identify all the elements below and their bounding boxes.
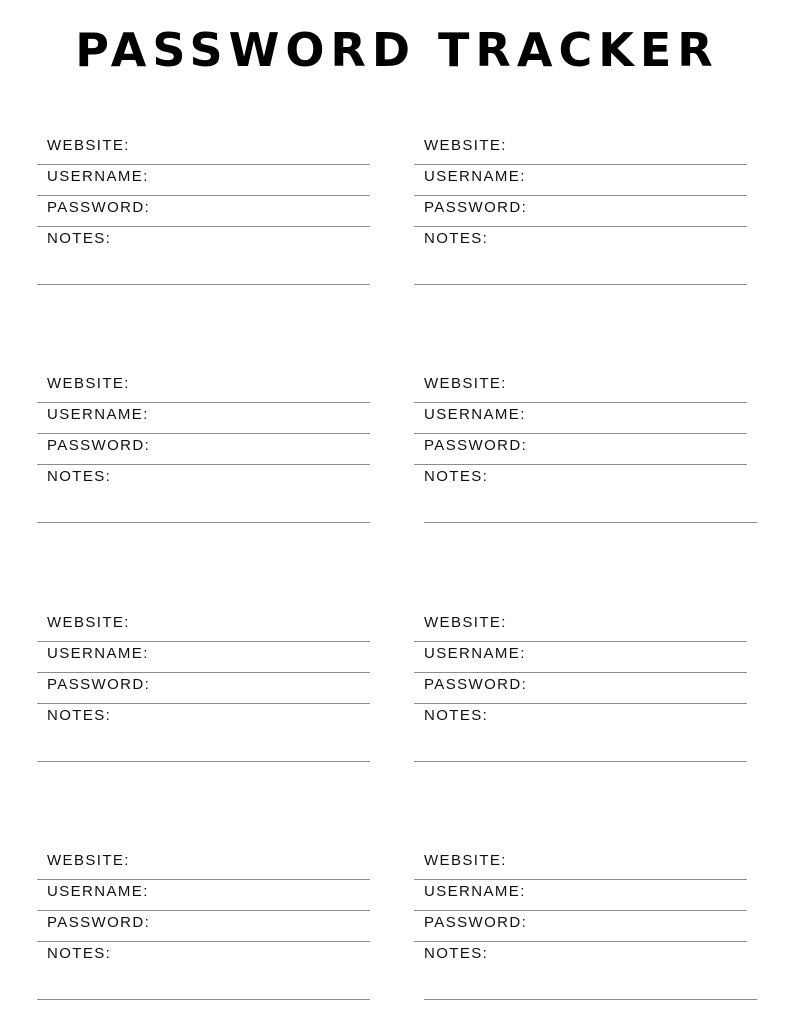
notes-underline [37, 284, 370, 285]
password-field[interactable] [37, 911, 370, 942]
notes-underline [424, 522, 757, 523]
username-field[interactable] [37, 642, 370, 673]
password-label: PASSWORD: [47, 437, 151, 454]
website-field[interactable] [37, 372, 370, 403]
notes-field[interactable] [37, 465, 370, 496]
password-label: PASSWORD: [47, 199, 151, 216]
username-field[interactable] [37, 403, 370, 434]
notes-label: NOTES: [424, 230, 489, 247]
notes-underline [37, 761, 370, 762]
website-label: WEBSITE: [47, 614, 130, 631]
password-label: PASSWORD: [424, 437, 528, 454]
password-field[interactable] [37, 434, 370, 465]
username-label: USERNAME: [424, 645, 526, 662]
username-field[interactable] [414, 403, 747, 434]
website-label: WEBSITE: [424, 852, 507, 869]
username-field[interactable] [414, 880, 747, 911]
notes-label: NOTES: [47, 707, 112, 724]
username-label: USERNAME: [424, 883, 526, 900]
notes-label: NOTES: [424, 468, 489, 485]
notes-underline [414, 284, 747, 285]
password-entry-card [414, 134, 747, 294]
website-label: WEBSITE: [424, 614, 507, 631]
website-label: WEBSITE: [47, 137, 130, 154]
page-title: PASSWORD TRACKER [75, 23, 719, 77]
password-entry-card [37, 849, 370, 1009]
notes-label: NOTES: [424, 707, 489, 724]
website-label: WEBSITE: [47, 375, 130, 392]
password-entry-card [414, 849, 747, 1009]
notes-field[interactable] [37, 942, 370, 973]
notes-underline [414, 761, 747, 762]
notes-field[interactable] [37, 704, 370, 735]
password-label: PASSWORD: [424, 914, 528, 931]
username-label: USERNAME: [47, 406, 149, 423]
password-label: PASSWORD: [47, 914, 151, 931]
password-entry-card [414, 611, 747, 771]
password-label: PASSWORD: [47, 676, 151, 693]
username-label: USERNAME: [424, 406, 526, 423]
password-label: PASSWORD: [424, 676, 528, 693]
website-label: WEBSITE: [47, 852, 130, 869]
password-field[interactable] [414, 196, 747, 227]
password-field[interactable] [414, 911, 747, 942]
password-field[interactable] [37, 673, 370, 704]
notes-field[interactable] [414, 942, 747, 973]
password-field[interactable] [414, 673, 747, 704]
username-label: USERNAME: [424, 168, 526, 185]
website-field[interactable] [37, 849, 370, 880]
notes-field[interactable] [414, 465, 747, 496]
password-entry-card [37, 134, 370, 294]
password-entry-card [414, 372, 747, 532]
website-field[interactable] [37, 611, 370, 642]
notes-label: NOTES: [47, 230, 112, 247]
notes-field[interactable] [37, 227, 370, 258]
website-field[interactable] [414, 849, 747, 880]
username-field[interactable] [37, 880, 370, 911]
notes-underline [37, 522, 370, 523]
website-field[interactable] [414, 611, 747, 642]
username-field[interactable] [414, 642, 747, 673]
notes-label: NOTES: [424, 945, 489, 962]
password-field[interactable] [37, 196, 370, 227]
password-field[interactable] [414, 434, 747, 465]
username-field[interactable] [37, 165, 370, 196]
notes-field[interactable] [414, 227, 747, 258]
notes-field[interactable] [414, 704, 747, 735]
notes-underline [37, 999, 370, 1000]
website-field[interactable] [414, 134, 747, 165]
password-label: PASSWORD: [424, 199, 528, 216]
username-label: USERNAME: [47, 883, 149, 900]
website-label: WEBSITE: [424, 375, 507, 392]
username-label: USERNAME: [47, 168, 149, 185]
website-label: WEBSITE: [424, 137, 507, 154]
username-field[interactable] [414, 165, 747, 196]
notes-label: NOTES: [47, 468, 112, 485]
password-entry-card [37, 611, 370, 771]
website-field[interactable] [37, 134, 370, 165]
website-field[interactable] [414, 372, 747, 403]
username-label: USERNAME: [47, 645, 149, 662]
password-entry-card [37, 372, 370, 532]
notes-label: NOTES: [47, 945, 112, 962]
notes-underline [424, 999, 757, 1000]
